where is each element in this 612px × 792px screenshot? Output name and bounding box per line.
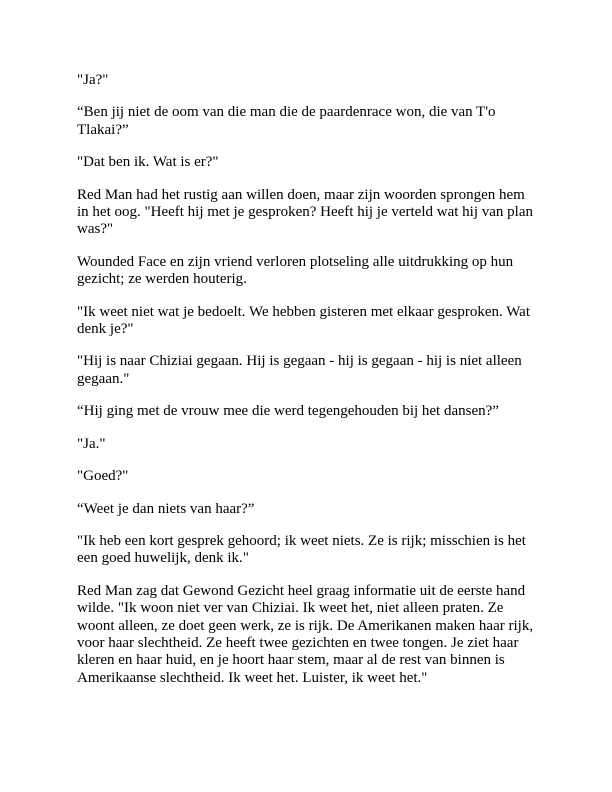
paragraph: "Ja?": [77, 72, 109, 88]
paragraph: Red Man zag dat Gewond Gezicht heel graag informatie uit de eerste hand wilde. "Ik woon niet ver van Chiziai. Ik weet het, niet alleen praten. Ze woont alleen, ze doet geen werk, ze is rijk. De Amerikanen maken haar rijk, voor haar slechtheid. Ze heeft twee gezichten en twee tongen. Je ziet haar kleren en haar huid, en je hoort haar stem, maar al de rest van binnen is Amerikaanse slechtheid. Ik weet het. Luister, ik weet het.": [77, 582, 534, 686]
paragraph: "Goed?": [77, 468, 129, 485]
paragraph: "Ik heb een kort gesprek gehoord; ik weet niets. Ze is rijk; misschien is het een goed huwelijk, denk ik.": [77, 532, 526, 567]
paragraph: "Hij is naar Chiziai gegaan. Hij is gegaan - hij is gegaan - hij is niet alleen gegaan.": [77, 353, 522, 387]
paragraph: “Hij ging met de vrouw mee die werd tegengehouden bij het dansen?”: [77, 403, 499, 420]
paragraph: Wounded Face en zijn vriend verloren plotseling alle uitdrukking op hun gezicht; ze werden houterig.: [77, 253, 514, 288]
paragraph: Red Man had het rustig aan willen doen, maar zijn woorden sprongen hem in het oog. "Heeft hij met je gesproken? Heeft hij je verteld wat hij van plan was?": [77, 186, 533, 238]
paragraph: “Weet je dan niets van haar?”: [77, 500, 255, 517]
paragraph: “Ben jij niet de oom van die man die de paardenrace won, die van T'o Tlakai?”: [77, 104, 496, 138]
paragraph: "Ja.": [77, 435, 106, 452]
document-page: [77, 72, 537, 702]
paragraph: "Ik weet niet wat je bedoelt. We hebben gisteren met elkaar gesproken. Wat denk je?": [77, 303, 530, 338]
paragraph: "Dat ben ik. Wat is er?": [77, 154, 219, 171]
